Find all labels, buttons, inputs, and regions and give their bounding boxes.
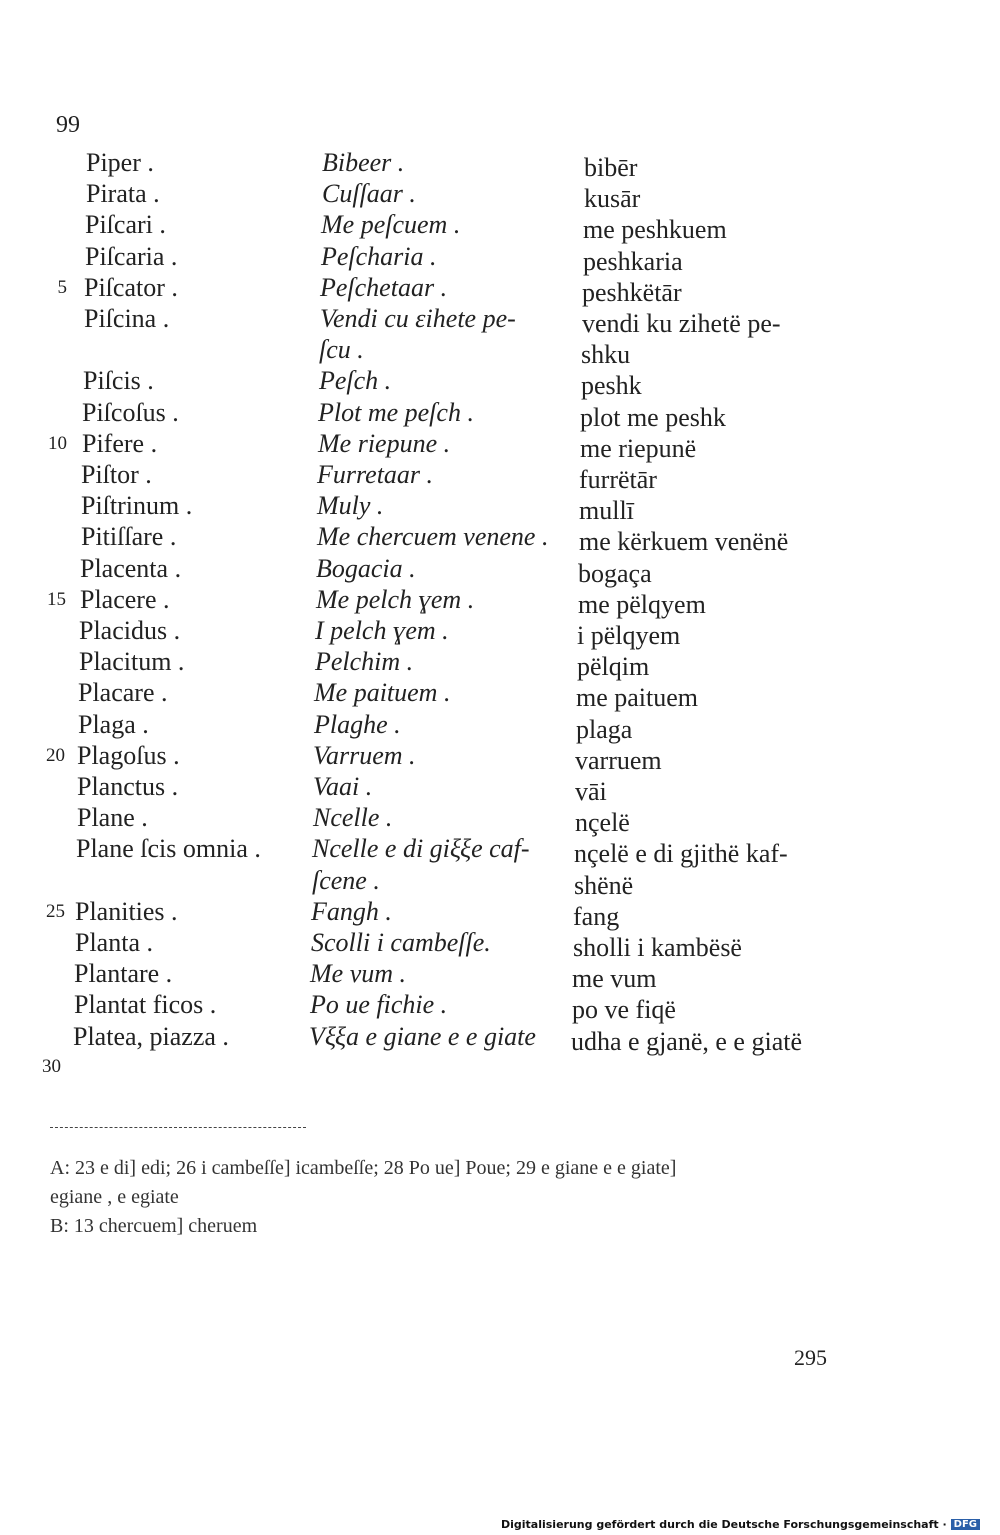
latin-term: Piſcator . — [84, 272, 178, 302]
modern-albanian-term: bibēr — [584, 153, 638, 182]
old-albanian-term: ſcu . — [319, 335, 364, 365]
table-row — [0, 553, 1000, 588]
latin-term: Platea, piazza . — [73, 1021, 229, 1051]
old-albanian-term: Me vum . — [310, 959, 407, 989]
page-number-bottom: 295 — [794, 1345, 827, 1370]
old-albanian-term: Pelchim . — [315, 647, 414, 677]
old-albanian-term: Muly . — [317, 491, 384, 521]
old-albanian-term: Plaghe . — [314, 709, 401, 739]
old-albanian-term: Me peſcuem . — [321, 210, 461, 240]
modern-albanian-term: nçelë e di gjithë kaf- — [574, 839, 788, 869]
latin-term: Placere . — [80, 584, 170, 614]
latin-term: Plantare . — [74, 959, 173, 989]
footnote-a-line2: egiane , e egiate — [50, 1186, 179, 1208]
table-row — [0, 802, 1000, 838]
dfg-credit — [501, 1518, 980, 1531]
latin-term: Planities . — [75, 896, 178, 926]
latin-term: Placenta . — [80, 553, 182, 583]
old-albanian-term: Ncelle e di giξξe caf- — [312, 834, 530, 864]
modern-albanian-term: sholli i kambësë — [573, 933, 742, 962]
old-albanian-term: Fangh . — [311, 896, 392, 926]
page-number-top: 99 — [56, 112, 80, 138]
modern-albanian-term: vendi ku zihetë pe- — [582, 309, 781, 338]
line-number: 5 — [57, 276, 67, 298]
old-albanian-term: Furretaar . — [317, 460, 434, 489]
latin-term: Pitiſſare . — [81, 522, 177, 552]
table-row — [0, 958, 1000, 994]
old-albanian-term: Vendi cu ɛihete pe- — [320, 304, 516, 333]
old-albanian-term: Plot me peſch . — [318, 397, 474, 427]
old-albanian-term: Cuſſaar . — [322, 179, 416, 209]
line-number: 25 — [46, 900, 65, 922]
latin-term: Placare . — [78, 678, 168, 708]
table-row — [0, 147, 1000, 182]
latin-term: Planctus . — [77, 772, 179, 801]
table-row — [0, 896, 1000, 931]
table-row — [0, 303, 1000, 338]
modern-albanian-term: me kërkuem venënë — [579, 527, 789, 557]
modern-albanian-term: fang — [573, 901, 620, 931]
table-row — [0, 1021, 1000, 1056]
dfg-logo-icon: DFG — [951, 1519, 980, 1530]
table-row — [0, 365, 1000, 401]
latin-term: Piſtor . — [81, 460, 152, 489]
table-row — [0, 334, 1000, 370]
modern-albanian-term: peshkëtār — [582, 277, 682, 307]
table-row — [0, 927, 1000, 962]
table-row — [0, 709, 1000, 744]
latin-term: Piper . — [86, 148, 154, 177]
latin-term: Piſcaria . — [85, 241, 178, 271]
modern-albanian-term: peshkaria — [583, 246, 683, 276]
table-row — [0, 428, 1000, 463]
old-albanian-term: I pelch ɣem . — [315, 616, 449, 645]
table-row — [0, 833, 1000, 869]
old-albanian-term: Bogacia . — [316, 553, 416, 583]
modern-albanian-term: udha e gjanë, e e giatë — [571, 1026, 802, 1056]
old-albanian-term: Me riepune . — [318, 428, 451, 458]
old-albanian-term: Bibeer . — [322, 148, 405, 177]
latin-term: Planta . — [75, 928, 153, 957]
line-number-30: 30 — [42, 1056, 61, 1077]
table-row — [0, 615, 1000, 650]
table-row — [0, 677, 1000, 713]
modern-albanian-term: me pëlqyem — [578, 589, 706, 619]
modern-albanian-term: plaga — [576, 714, 633, 744]
table-row — [0, 241, 1000, 276]
table-row — [0, 178, 1000, 214]
old-albanian-term: ſcene . — [312, 865, 380, 895]
latin-term: Piſcoſus . — [82, 397, 179, 427]
footnote-b-line1: B: 13 chercuem] cheruem — [50, 1215, 258, 1237]
table-row — [0, 209, 1000, 245]
old-albanian-term: Peſcharia . — [321, 241, 437, 271]
modern-albanian-term: furrëtār — [579, 465, 657, 494]
table-row — [0, 865, 1000, 900]
table-row — [0, 397, 1000, 432]
modern-albanian-term: mullī — [579, 496, 634, 526]
old-albanian-term: Me pelch ɣem . — [316, 584, 475, 614]
table-row — [0, 521, 1000, 557]
line-number: 20 — [46, 744, 65, 766]
modern-albanian-term: kusār — [584, 184, 641, 214]
modern-albanian-term: shku — [581, 340, 631, 370]
old-albanian-term: Varruem . — [313, 740, 416, 770]
old-albanian-term: Me paituem . — [314, 678, 451, 708]
line-number: 10 — [48, 432, 67, 454]
footnote-a-line1: A: 23 e di] edi; 26 i cambeſſe] icambeſſe; 28 Po ue] Poue; 29 e giane e e giate] — [50, 1157, 677, 1179]
modern-albanian-term: me vum — [572, 964, 657, 994]
table-row — [0, 459, 1000, 494]
latin-term: Piſcis . — [83, 366, 154, 396]
table-row — [0, 989, 1000, 1025]
table-row — [0, 771, 1000, 806]
old-albanian-term: Me chercuem venene . — [317, 522, 549, 552]
old-albanian-term: Vξξa e giane e e giate — [309, 1021, 536, 1051]
latin-term: Pirata . — [86, 179, 160, 209]
table-row — [0, 584, 1000, 619]
table-row — [0, 646, 1000, 682]
old-albanian-term: Peſchetaar . — [320, 272, 448, 302]
footnote-separator — [50, 1127, 306, 1128]
modern-albanian-term: i pëlqyem — [577, 621, 681, 650]
latin-term: Plagoſus . — [77, 740, 180, 770]
modern-albanian-term: peshk — [581, 371, 642, 401]
modern-albanian-term: varruem — [575, 745, 662, 775]
modern-albanian-term: plot me peshk — [580, 402, 726, 432]
dfg-credit-text: Digitalisierung gefördert durch die Deutsche Forschungsgemeinschaft · — [500, 1518, 947, 1531]
table-row — [0, 272, 1000, 307]
latin-term: Piſcina . — [84, 304, 170, 333]
modern-albanian-term: bogaça — [578, 558, 652, 588]
old-albanian-term: Scolli i cambeſſe. — [311, 928, 491, 957]
modern-albanian-term: me riepunë — [580, 433, 697, 463]
modern-albanian-term: me peshkuem — [583, 215, 727, 245]
old-albanian-term: Ncelle . — [313, 803, 393, 833]
line-number: 15 — [47, 588, 66, 610]
latin-term: Plantat ficos . — [74, 990, 217, 1020]
modern-albanian-term: po ve fiqë — [572, 995, 676, 1025]
latin-term: Plane . — [77, 803, 148, 833]
latin-term: Piſtrinum . — [81, 491, 193, 521]
modern-albanian-term: pëlqim — [577, 652, 650, 682]
modern-albanian-term: vāi — [575, 777, 607, 806]
latin-term: Placitum . — [79, 647, 185, 677]
modern-albanian-term: shënë — [574, 870, 634, 900]
modern-albanian-term: nçelë — [575, 808, 630, 838]
table-row — [0, 740, 1000, 775]
latin-term: Piſcari . — [85, 210, 166, 240]
table-row — [0, 490, 1000, 526]
old-albanian-term: Po ue fichie . — [310, 990, 448, 1020]
old-albanian-term: Peſch . — [319, 366, 392, 396]
latin-term: Plaga . — [78, 709, 149, 739]
latin-term: Placidus . — [79, 616, 181, 645]
old-albanian-term: Vaai . — [313, 772, 373, 801]
latin-term: Plane ſcis omnia . — [76, 834, 261, 864]
latin-term: Pifere . — [82, 428, 158, 458]
modern-albanian-term: me paituem — [576, 683, 699, 713]
